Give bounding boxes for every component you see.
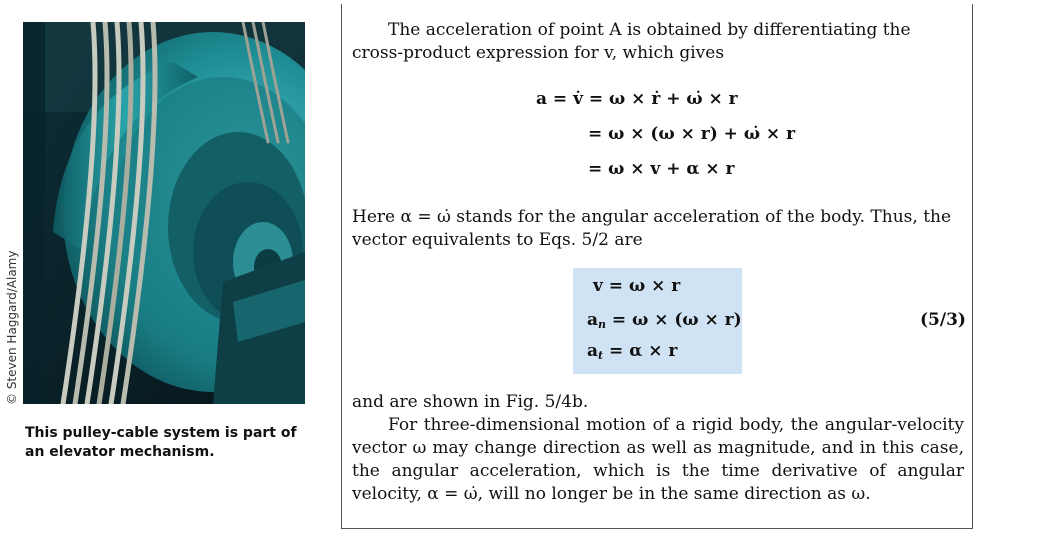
boxed-eq3-lhs: a (587, 341, 599, 361)
boxed-eq2-lhs: a (587, 310, 599, 330)
equation-acceleration-line-2: = ω × (ω × r) + ω̇ × r (588, 124, 796, 144)
boxed-equation-normal-acceleration (587, 310, 742, 331)
equation-acceleration-line-3: = ω × v + α × r (588, 159, 735, 179)
photo-credit: © Steven Haggard/Alamy (5, 250, 19, 405)
paragraph-acceleration-intro: The acceleration of point A is obtained by differentiating the cross-product expression for v, which gives (352, 20, 911, 63)
boxed-eq2-rhs: = ω × (ω × r) (606, 310, 742, 330)
boxed-eq3-rhs: = α × r (603, 341, 678, 361)
boxed-eq2-subscript: n (598, 318, 607, 331)
boxed-equation-velocity: v = ω × r (593, 276, 681, 296)
boxed-eq3-subscript: t (598, 349, 604, 362)
equation-number: (5/3) (920, 310, 966, 330)
equation-acceleration-line-1: a = v̇ = ω × ṙ + ω̇ × r (536, 89, 738, 109)
boxed-equation-tangential-acceleration (587, 341, 677, 362)
pulley-cable-photo (23, 22, 305, 404)
paragraph-figure-reference: and are shown in Fig. 5/4b. (352, 392, 589, 412)
figure-caption: This pulley-cable system is part of an elevator mechanism. (25, 425, 297, 460)
paragraph-angular-acceleration: Here α = ω̇ stands for the angular acceleration of the body. Thus, the vector equivalents to Eqs. 5/2 are (352, 207, 952, 250)
paragraph-three-dimensional-motion: For three-dimensional motion of a rigid body, the angular-velocity vector ω may change direction as well as magnitude, and in this case, the angular acceleration, which is the time derivative of angular velocity, α = ω̇, will no longer be in the same direction as ω. (352, 415, 964, 504)
